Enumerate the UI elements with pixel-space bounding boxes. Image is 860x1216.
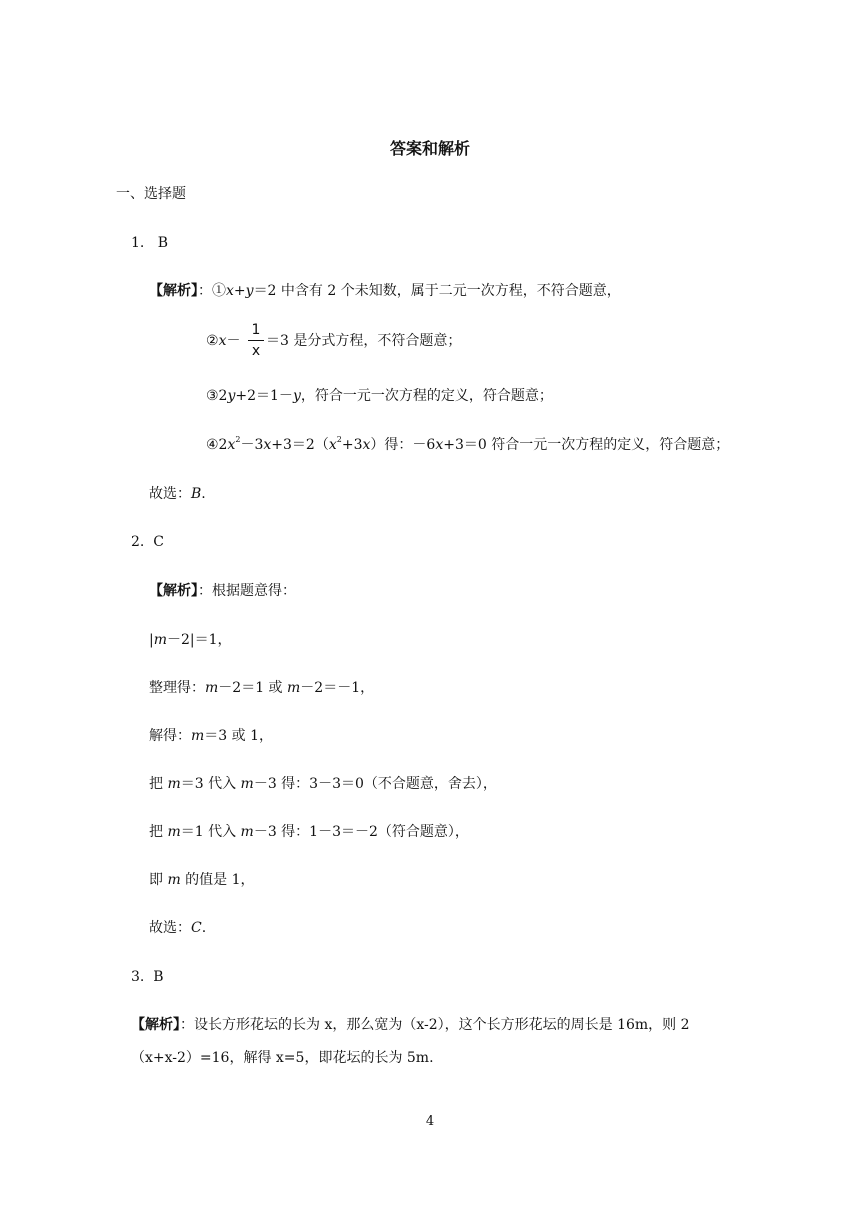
- fraction-numerator: 1: [251, 322, 261, 338]
- q3-explanation-tag: 【解析】: [131, 1017, 180, 1033]
- section-heading: 一、选择题: [116, 186, 186, 202]
- fraction-bar: [248, 340, 264, 341]
- fraction-denominator: x: [251, 343, 261, 359]
- q1-explanation-line-1: 【解析】：①x+y＝2 中含有 2 个未知数，属于二元一次方程，不符合题意，: [149, 283, 621, 299]
- q2-choice: C: [153, 534, 164, 550]
- q3-number: 3.: [131, 969, 145, 985]
- q2-explanation-tag: 【解析】: [149, 583, 198, 599]
- q2-explanation-line-6: 把 m＝1 代入 m－3 得：1－3＝－2（符合题意），: [149, 824, 469, 840]
- page-title: 答案和解析: [389, 139, 470, 158]
- q2-answer: [131, 532, 164, 552]
- q2-explanation-line-2: |m－2|＝1，: [149, 632, 232, 648]
- q3-explanation-line-1: 【解析】：设长方形花坛的长为 x，那么宽为（x-2），这个长方形花坛的周长是 16m，则 2: [131, 1017, 690, 1033]
- q1-number: 1.: [131, 235, 145, 251]
- q2-explanation-line-3: 整理得：m－2＝1 或 m－2＝－1，: [149, 680, 375, 696]
- q3-answer: [131, 967, 164, 987]
- q1-explanation-line-3: ③2y+2＝1－y，符合一元一次方程的定义，符合题意；: [206, 388, 553, 404]
- q1-conclusion: 故选：B.: [149, 486, 206, 502]
- q2-explanation-line-5: 把 m＝3 代入 m－3 得：3－3＝0（不合题意，舍去），: [149, 776, 497, 792]
- q2-explanation-line-7: 即 m 的值是 1，: [149, 872, 255, 888]
- q1-explanation-tag: 【解析】: [149, 283, 198, 299]
- fraction-one-over-x: [248, 322, 264, 359]
- q1-explanation-line-4: $④2x^2-3x+3=2(x^2+3x)$得：－6x+3＝0 符合一元一次方程的定义，符合题意；: [206, 435, 730, 453]
- q2-explanation-line-1: 【解析】：根据题意得：: [149, 583, 296, 599]
- q1-explanation-line-2a: ②x－: [206, 333, 241, 349]
- q3-explanation-line-2: （x+x-2）=16，解得 x=5，即花坛的长为 5m.: [131, 1050, 434, 1066]
- q1-answer: [131, 233, 168, 253]
- q1-explanation-line-2b: ＝3 是分式方程，不符合题意；: [266, 333, 462, 349]
- q2-number: 2.: [131, 534, 145, 550]
- page-number: 4: [425, 1114, 435, 1129]
- q3-choice: B: [153, 969, 164, 985]
- q2-conclusion: 故选：C.: [149, 920, 207, 936]
- q2-explanation-line-4: 解得：m＝3 或 1，: [149, 728, 273, 744]
- q1-choice: B: [157, 235, 169, 251]
